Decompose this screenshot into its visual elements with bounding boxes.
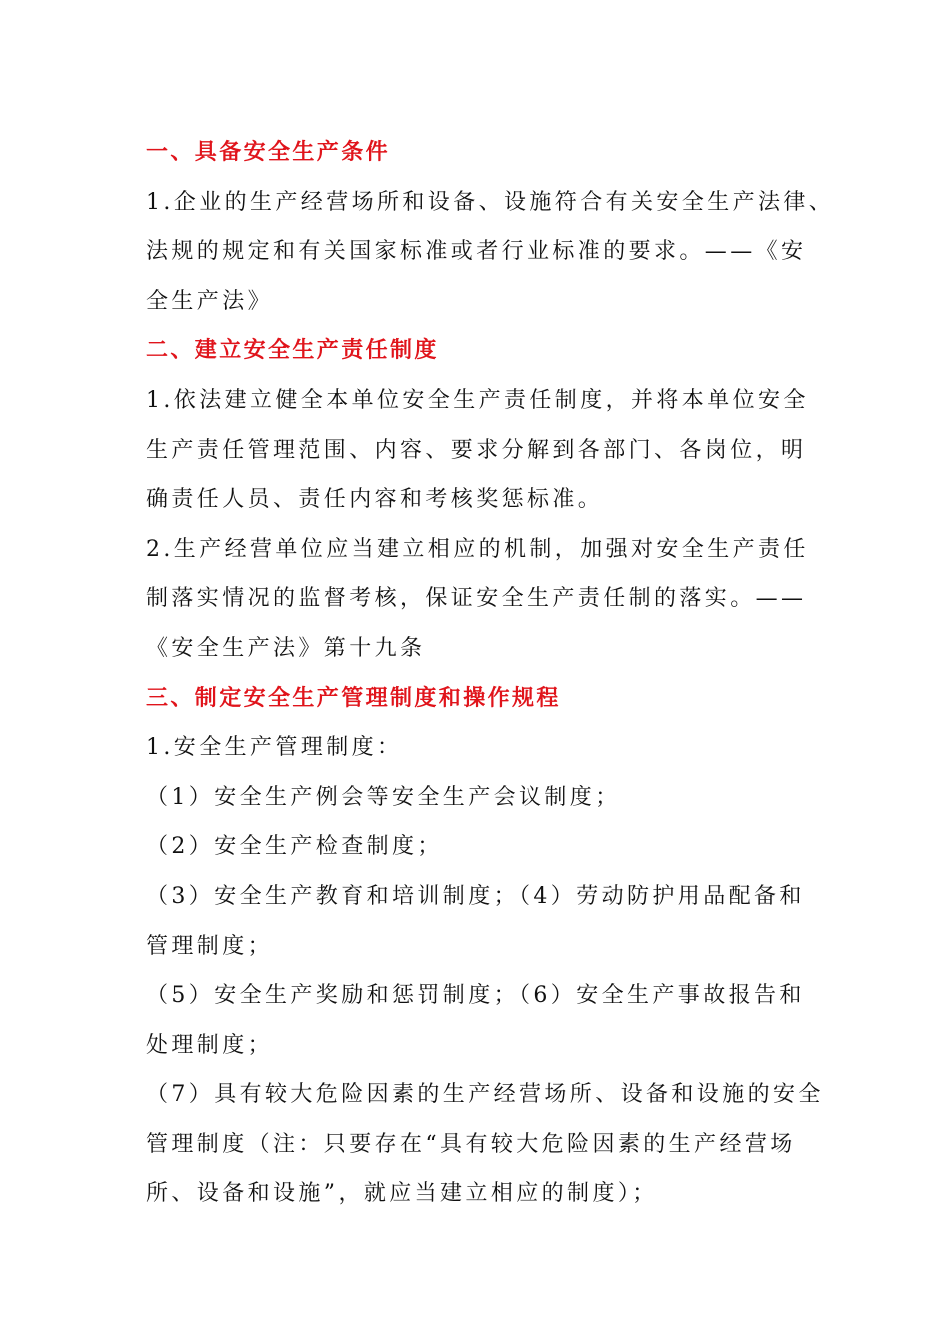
list-item-continuation: 所、设备和设施”，就应当建立相应的制度）； bbox=[146, 1181, 658, 1207]
paragraph-line: 全生产法》 bbox=[146, 288, 274, 314]
list-item-continuation: 处理制度； bbox=[146, 1032, 274, 1058]
paragraph-line: 1.企业的生产经营场所和设备、设施符合有关安全生产法律、 bbox=[146, 189, 835, 215]
list-item: （3）安全生产教育和培训制度；（4）劳动防护用品配备和 bbox=[146, 883, 805, 909]
list-item: （7）具有较大危险因素的生产经营场所、设备和设施的安全 bbox=[146, 1082, 824, 1108]
paragraph-line: 确责任人员、责任内容和考核奖惩标准。 bbox=[146, 487, 604, 513]
paragraph-line: 生产责任管理范围、内容、要求分解到各部门、各岗位，明 bbox=[146, 437, 807, 463]
list-item: （2）安全生产检查制度； bbox=[146, 834, 443, 860]
paragraph-line: 《安全生产法》第十九条 bbox=[146, 635, 426, 661]
paragraph-line: 2.生产经营单位应当建立相应的机制，加强对安全生产责任 bbox=[146, 536, 809, 562]
list-item: （1）安全生产例会等安全生产会议制度； bbox=[146, 784, 621, 810]
paragraph-line: 法规的规定和有关国家标准或者行业标准的要求。——《安 bbox=[146, 239, 807, 265]
paragraph-line: 1.依法建立健全本单位安全生产责任制度，并将本单位安全 bbox=[146, 387, 809, 413]
list-item-continuation: 管理制度； bbox=[146, 933, 274, 959]
paragraph-line: 1.安全生产管理制度： bbox=[146, 735, 403, 761]
section-heading-1: 一、具备安全生产条件 bbox=[146, 140, 391, 165]
document-body bbox=[146, 128, 835, 1219]
paragraph-line: 制落实情况的监督考核，保证安全生产责任制的落实。—— bbox=[146, 586, 807, 612]
section-heading-2: 二、建立安全生产责任制度 bbox=[146, 338, 439, 364]
section-heading-3: 三、制定安全生产管理制度和操作规程 bbox=[146, 685, 561, 711]
list-item-continuation: 管理制度（注：只要存在“具有较大危险因素的生产经营场 bbox=[146, 1131, 796, 1157]
list-item: （5）安全生产奖励和惩罚制度；（6）安全生产事故报告和 bbox=[146, 983, 805, 1009]
